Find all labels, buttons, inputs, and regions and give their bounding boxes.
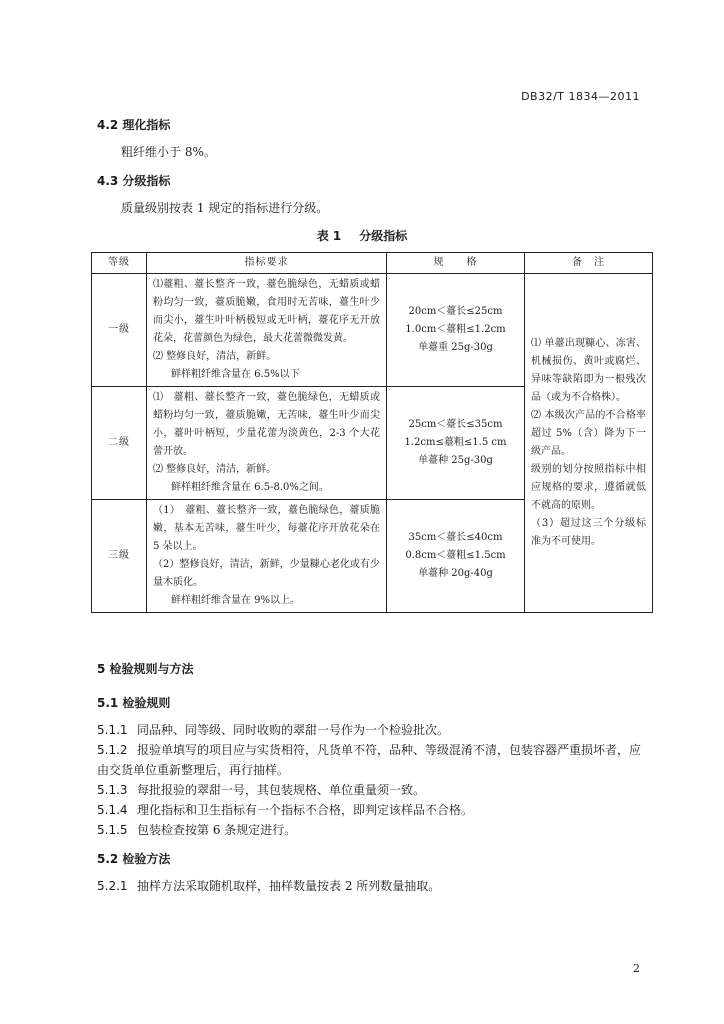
spec-line: 0.8cm＜薹粗≤1.5cm bbox=[405, 550, 506, 561]
spec-line: 单薹种 25g-30g bbox=[418, 455, 493, 466]
requirement-cell bbox=[147, 500, 387, 613]
rule-5-2-1 bbox=[97, 876, 645, 896]
rule-number: 5.1.2 bbox=[97, 743, 128, 757]
spec-line: 1.2cm≤薹粗≤1.5 cm bbox=[404, 437, 507, 448]
requirement-line: 鲜样粗纤维含量在 6.5%以下 bbox=[171, 369, 300, 380]
section-4-3-title: 4.3 分级指标 bbox=[97, 174, 171, 188]
header-spec: 规 格 bbox=[387, 253, 525, 274]
remark-cell bbox=[525, 274, 653, 613]
requirement-cell bbox=[147, 274, 387, 387]
section-4-2-text: 粗纤维小于 8%。 bbox=[121, 145, 216, 159]
spec-cell bbox=[387, 387, 525, 500]
requirement-line: ⑵ 整修良好，清洁，新鲜。 bbox=[153, 351, 277, 362]
spec-line: 25cm＜薹长≤35cm bbox=[408, 419, 503, 430]
rule-5-1-5 bbox=[97, 820, 645, 840]
rule-text: 包装检查按第 6 条规定进行。 bbox=[137, 823, 297, 837]
page-number: 2 bbox=[633, 962, 640, 975]
requirement-line: ⑴ 薹粗、薹长整齐一致，薹色脆绿色，无蜡质或蜡粉均匀一致，薹质脆嫩，无苦味，薹生叶少而尖小，薹叶叶柄短，少量花蕾为淡黄色，2-3 个大花蕾开放。 bbox=[153, 392, 380, 457]
header-remark: 备 注 bbox=[525, 253, 653, 274]
requirement-line: （1） 薹粗、薹长整齐一致，薹色脆绿色，薹质脆嫩，基本无苦味，薹生叶少，每薹花序开放花朵在 5 朵以上。 bbox=[153, 505, 380, 552]
spec-line: 20cm＜薹长≤25cm bbox=[408, 306, 503, 317]
requirement-line: ⑴薹粗、薹长整齐一致，薹色脆绿色，无蜡质或蜡粉均匀一致，薹质脆嫩，食用时无苦味，薹生叶少而尖小，薹生叶叶柄极短或无叶柄，薹花序无开放花朵，花蕾颜色为绿色，最大花蕾微微发黄。 bbox=[153, 279, 380, 344]
rule-text: 理化指标和卫生指标有一个指标不合格，即判定该样品不合格。 bbox=[137, 803, 474, 817]
rule-number: 5.1.3 bbox=[97, 783, 128, 797]
spec-line: 1.0cm＜薹粗≤1.2cm bbox=[405, 324, 506, 335]
header-requirement: 指标要求 bbox=[147, 253, 387, 274]
requirement-line: （2）整修良好，清洁，新鲜，少量糠心老化或有少量木质化。 bbox=[153, 559, 380, 588]
rule-text: 报验单填写的项目应与实货相符，凡货单不符，品种、等级混淆不清，包装容器严重损坏者，应由交货单位重新整理后，再行抽样。 bbox=[97, 743, 642, 777]
table-1-number: 表 1 bbox=[316, 229, 342, 243]
rule-text: 抽样方法采取随机取样，抽样数量按表 2 所列数量抽取。 bbox=[137, 879, 441, 893]
spec-cell bbox=[387, 274, 525, 387]
spec-cell bbox=[387, 500, 525, 613]
table-row-grade-1 bbox=[92, 274, 653, 387]
section-5-title: 5 检验规则与方法 bbox=[97, 662, 194, 676]
table-1-caption bbox=[0, 227, 724, 244]
grade-cell: 三级 bbox=[92, 500, 147, 613]
requirement-cell bbox=[147, 387, 387, 500]
section-5-2-title: 5.2 检验方法 bbox=[97, 852, 171, 866]
requirement-line: ⑵ 整修良好，清洁，新鲜。 bbox=[153, 464, 277, 475]
spec-line: 单薹种 20g-40g bbox=[418, 568, 493, 579]
rule-5-1-2 bbox=[97, 740, 645, 780]
table-header-row bbox=[92, 253, 653, 274]
grade-cell: 一级 bbox=[92, 274, 147, 387]
remark-line: 级别的划分按照指标中相应规格的要求，遵循就低不就高的原则。 bbox=[531, 464, 646, 511]
rule-5-1-1 bbox=[97, 720, 645, 740]
rule-number: 5.1.4 bbox=[97, 803, 128, 817]
spec-line: 单薹重 25g-30g bbox=[418, 342, 493, 353]
rule-text: 每批报验的翠甜一号，其包装规格、单位重量须一致。 bbox=[137, 783, 426, 797]
rule-number: 5.2.1 bbox=[97, 879, 128, 893]
grading-table bbox=[91, 252, 653, 613]
requirement-line: 鲜样粗纤维含量在 9%以上。 bbox=[171, 595, 301, 606]
section-4-2-title: 4.2 理化指标 bbox=[97, 118, 171, 132]
remark-line: ⑴ 单薹出现糠心、冻害、机械损伤、黄叶或腐烂、异味等缺陷即为一根残次品（或为不合格株）。 bbox=[531, 338, 646, 403]
document-code: DB32/T 1834—2011 bbox=[521, 90, 640, 103]
rule-number: 5.1.5 bbox=[97, 823, 128, 837]
header-grade: 等级 bbox=[92, 253, 147, 274]
section-4-3-text: 质量级别按表 1 规定的指标进行分级。 bbox=[121, 201, 329, 215]
rule-text: 同品种、同等级、同时收购的翠甜一号作为一个检验批次。 bbox=[137, 723, 450, 737]
spec-line: 35cm＜薹长≤40cm bbox=[408, 532, 503, 543]
rule-5-1-3 bbox=[97, 780, 645, 800]
remark-line: （3）超过这三个分级标准为不可使用。 bbox=[531, 518, 646, 547]
grade-cell: 二级 bbox=[92, 387, 147, 500]
section-5-1-title: 5.1 检验规则 bbox=[97, 696, 171, 710]
rule-5-1-4 bbox=[97, 800, 645, 820]
remark-line: ⑵ 本级次产品的不合格率超过 5%（含）降为下一级产品。 bbox=[531, 410, 646, 457]
requirement-line: 鲜样粗纤维含量在 6.5-8.0%之间。 bbox=[171, 482, 329, 493]
rule-number: 5.1.1 bbox=[97, 723, 128, 737]
table-1-title: 分级指标 bbox=[359, 229, 408, 243]
